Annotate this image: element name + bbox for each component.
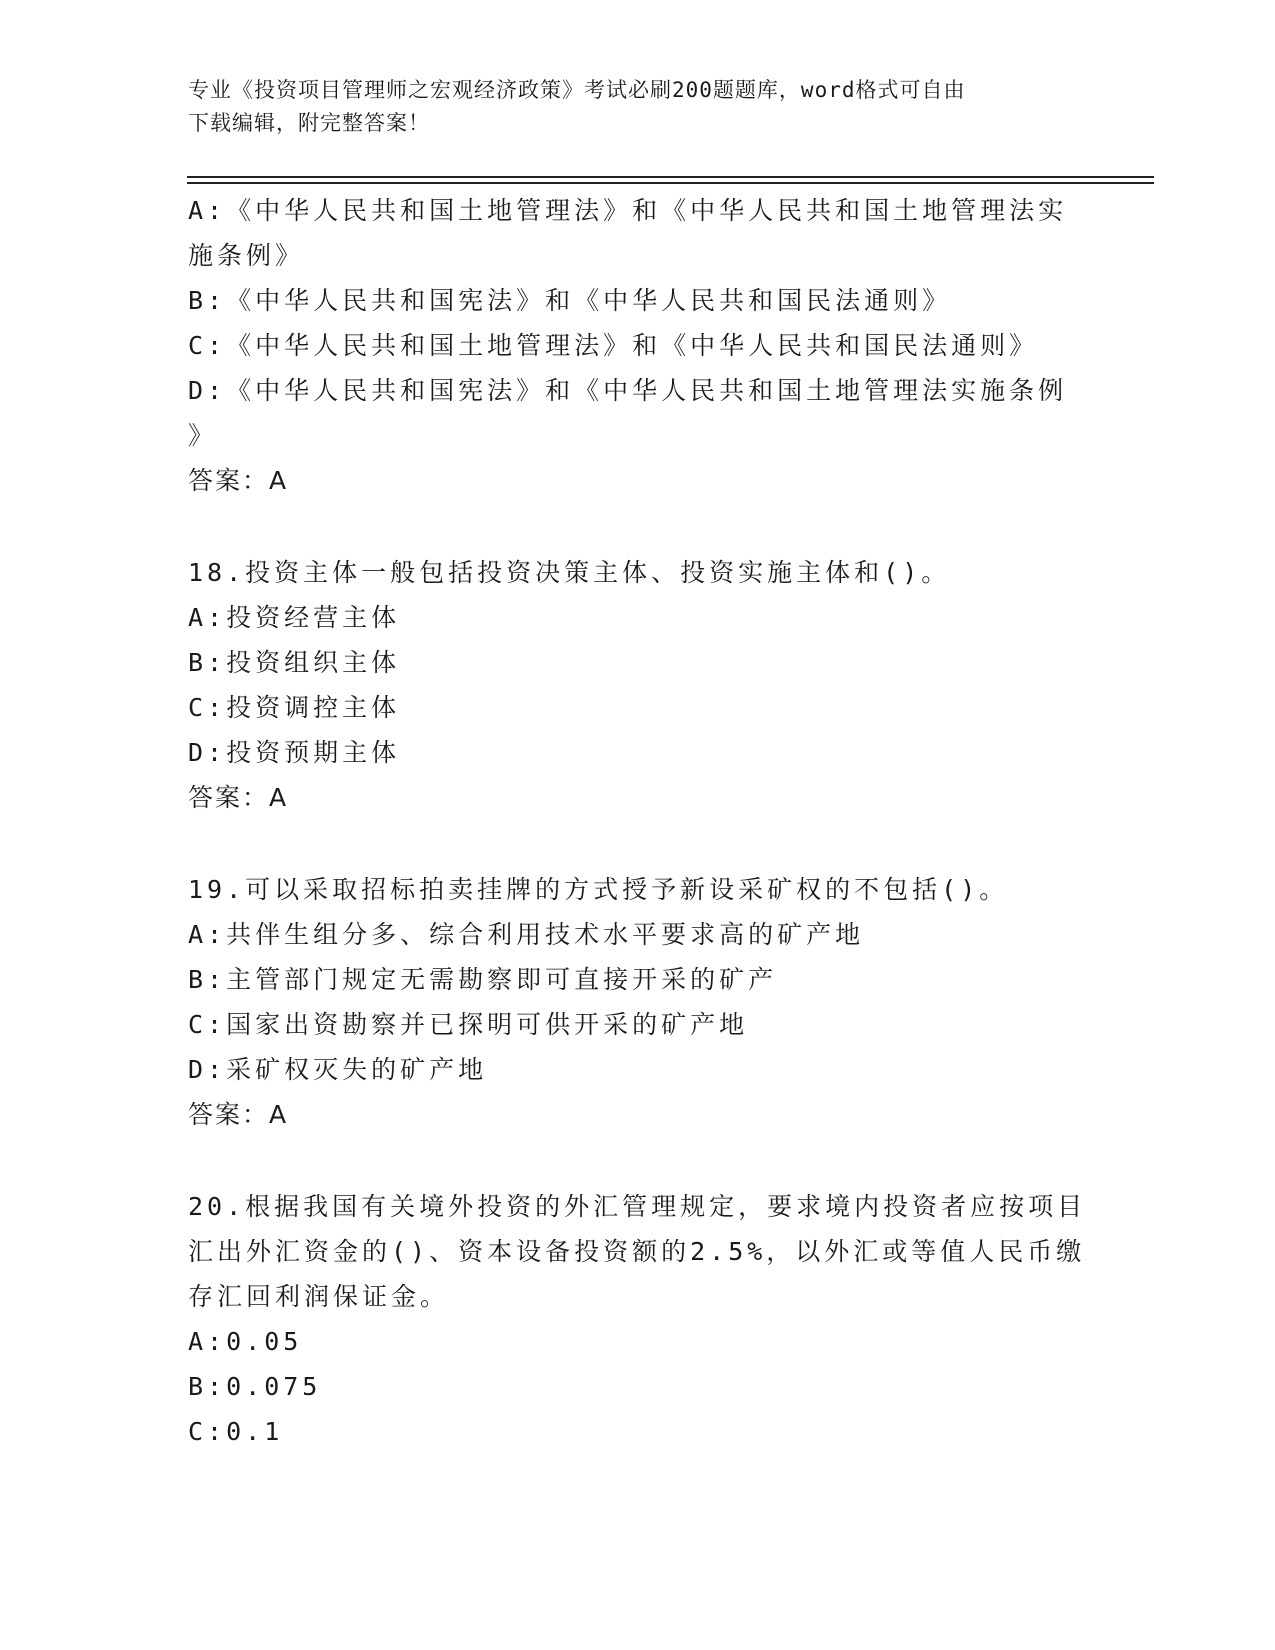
q18-option-a: A:投资经营主体: [188, 603, 401, 632]
header-line-2: 下载编辑，附完整答案！: [188, 111, 430, 135]
q17-option-d-line1: D:《中华人民共和国宪法》和《中华人民共和国土地管理法实施条例: [188, 376, 1068, 405]
q17-answer: 答案：A: [188, 466, 289, 495]
header-divider-bottom: [187, 182, 1154, 184]
q19-option-d: D:采矿权灭失的矿产地: [188, 1055, 488, 1084]
q17-option-d-line2: 》: [188, 421, 218, 450]
q20-option-c: C:0.1: [188, 1417, 284, 1446]
q18-answer: 答案：A: [188, 783, 289, 812]
q18-question: 18.投资主体一般包括投资决策主体、投资实施主体和()。: [188, 558, 951, 587]
question-17: [188, 188, 1088, 503]
document-header: [188, 74, 1088, 140]
q20-question-line1: 20.根据我国有关境外投资的外汇管理规定，要求境内投资者应按项目: [188, 1192, 1087, 1221]
q17-option-c: C:《中华人民共和国土地管理法》和《中华人民共和国民法通则》: [188, 331, 1039, 360]
q20-option-a: A:0.05: [188, 1327, 303, 1356]
q18-option-b: B:投资组织主体: [188, 648, 401, 677]
q17-option-b: B:《中华人民共和国宪法》和《中华人民共和国民法通则》: [188, 286, 952, 315]
q19-answer: 答案：A: [188, 1100, 289, 1129]
header-divider-top: [187, 176, 1154, 178]
question-18: [188, 550, 1088, 820]
q20-question-line2: 汇出外汇资金的()、资本设备投资额的2.5%，以外汇或等值人民币缴: [188, 1237, 1086, 1266]
q17-option-a-line2: 施条例》: [188, 241, 305, 270]
q19-option-c: C:国家出资勘察并已探明可供开采的矿产地: [188, 1010, 749, 1039]
header-line-1: 专业《投资项目管理师之宏观经济政策》考试必刷200题题库，word格式可自由: [188, 78, 966, 102]
q18-option-c: C:投资调控主体: [188, 693, 401, 722]
q18-option-d: D:投资预期主体: [188, 738, 401, 767]
spacer: [188, 820, 1088, 867]
q20-option-b: B:0.075: [188, 1372, 322, 1401]
spacer: [188, 1137, 1088, 1184]
q19-option-a: A:共伴生组分多、综合利用技术水平要求高的矿产地: [188, 920, 865, 949]
question-list: [188, 188, 1088, 1454]
q19-question: 19.可以采取招标拍卖挂牌的方式授予新设采矿权的不包括()。: [188, 875, 1009, 904]
question-19: [188, 867, 1088, 1137]
q17-option-a-line1: A:《中华人民共和国土地管理法》和《中华人民共和国土地管理法实: [188, 196, 1068, 225]
spacer: [188, 503, 1088, 550]
q19-option-b: B:主管部门规定无需勘察即可直接开采的矿产: [188, 965, 778, 994]
q20-question-line3: 存汇回利润保证金。: [188, 1282, 450, 1311]
question-20: [188, 1184, 1088, 1454]
